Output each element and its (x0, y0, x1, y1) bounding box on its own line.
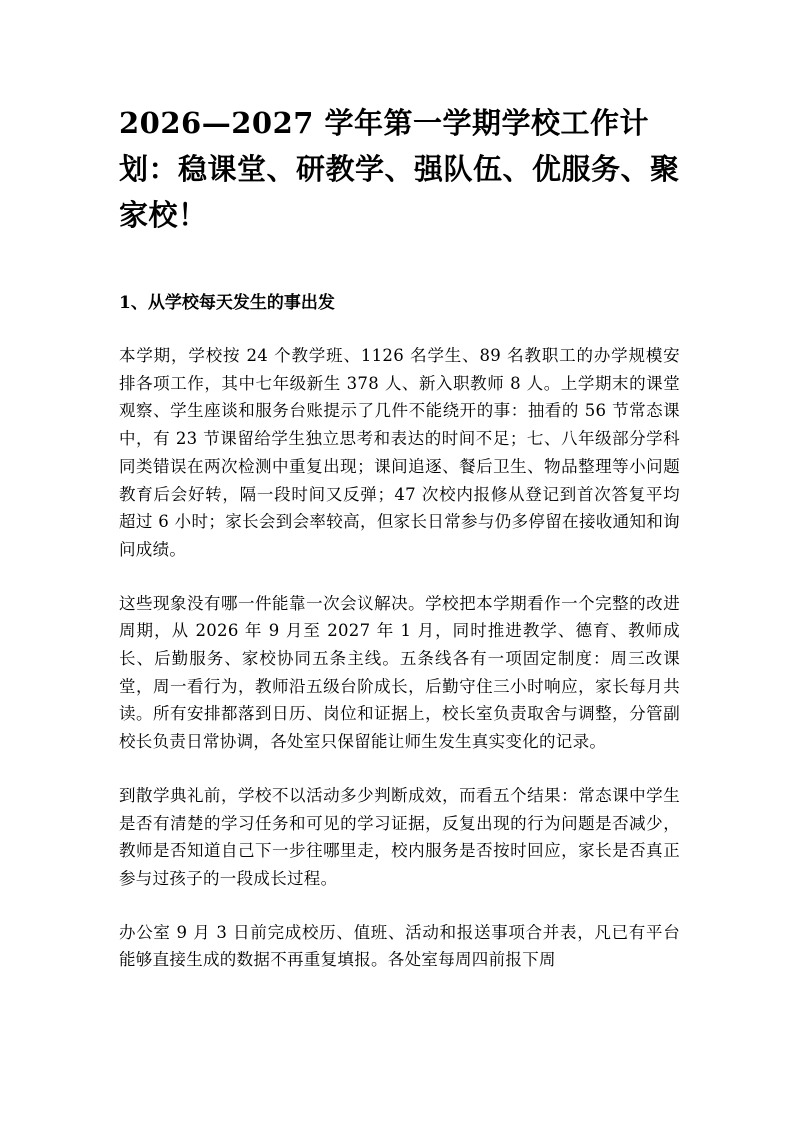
paragraph-4: 办公室 9 月 3 日前完成校历、值班、活动和报送事项合并表，凡已有平台能够直接生成的数据不再重复填报。各处室每周四前报下周 (119, 922, 680, 970)
section-heading: 1、从学校每天发生的事出发 (119, 293, 335, 313)
paragraph-2: 这些现象没有哪一件能靠一次会议解决。学校把本学期看作一个完整的改进周期，从 2026 年 9 月至 2027 年 1 月，同时推进教学、德育、教师成长、后勤服务、家校协同五条主线。五条线各有一项固定制度：周三改课堂，周一看行为，教师沿五级台阶成长，后勤守住三小时响应，家长每月共读。所有安排都落到日历、岗位和证据上，校长室负责取舍与调整，分管副校长负责日常协调，各处室只保留能让师生发生真实变化的记录。 (119, 593, 680, 752)
paragraph-1: 本学期，学校按 24 个教学班、1126 名学生、89 名教职工的办学规模安排各项工作，其中七年级新生 378 人、新入职教师 8 人。上学期末的课堂观察、学生座谈和服务台账提示了几件不能绕开的事：抽看的 56 节常态课中，有 23 节课留给学生独立思考和表达的时间不足；七、八年级部分学科同类错误在两次检测中重复出现；课间追逐、餐后卫生、物品整理等小问题教育后会好转，隔一段时间又反弹；47 次校内报修从登记到首次答复平均超过 6 小时；家长会到会率较高，但家长日常参与仍多停留在接收通知和询问成绩。 (119, 346, 680, 559)
paragraph-3: 到散学典礼前，学校不以活动多少判断成效，而看五个结果：常态课中学生是否有清楚的学习任务和可见的学习证据，反复出现的行为问题是否减少，教师是否知道自己下一步往哪里走，校内服务是否按时回应，家长是否真正参与过孩子的一段成长过程。 (119, 785, 680, 888)
document-page (119, 100, 680, 974)
document-title: 2026—2027 学年第一学期学校工作计划：稳课堂、研教学、强队伍、优服务、聚家校！ (119, 106, 680, 232)
